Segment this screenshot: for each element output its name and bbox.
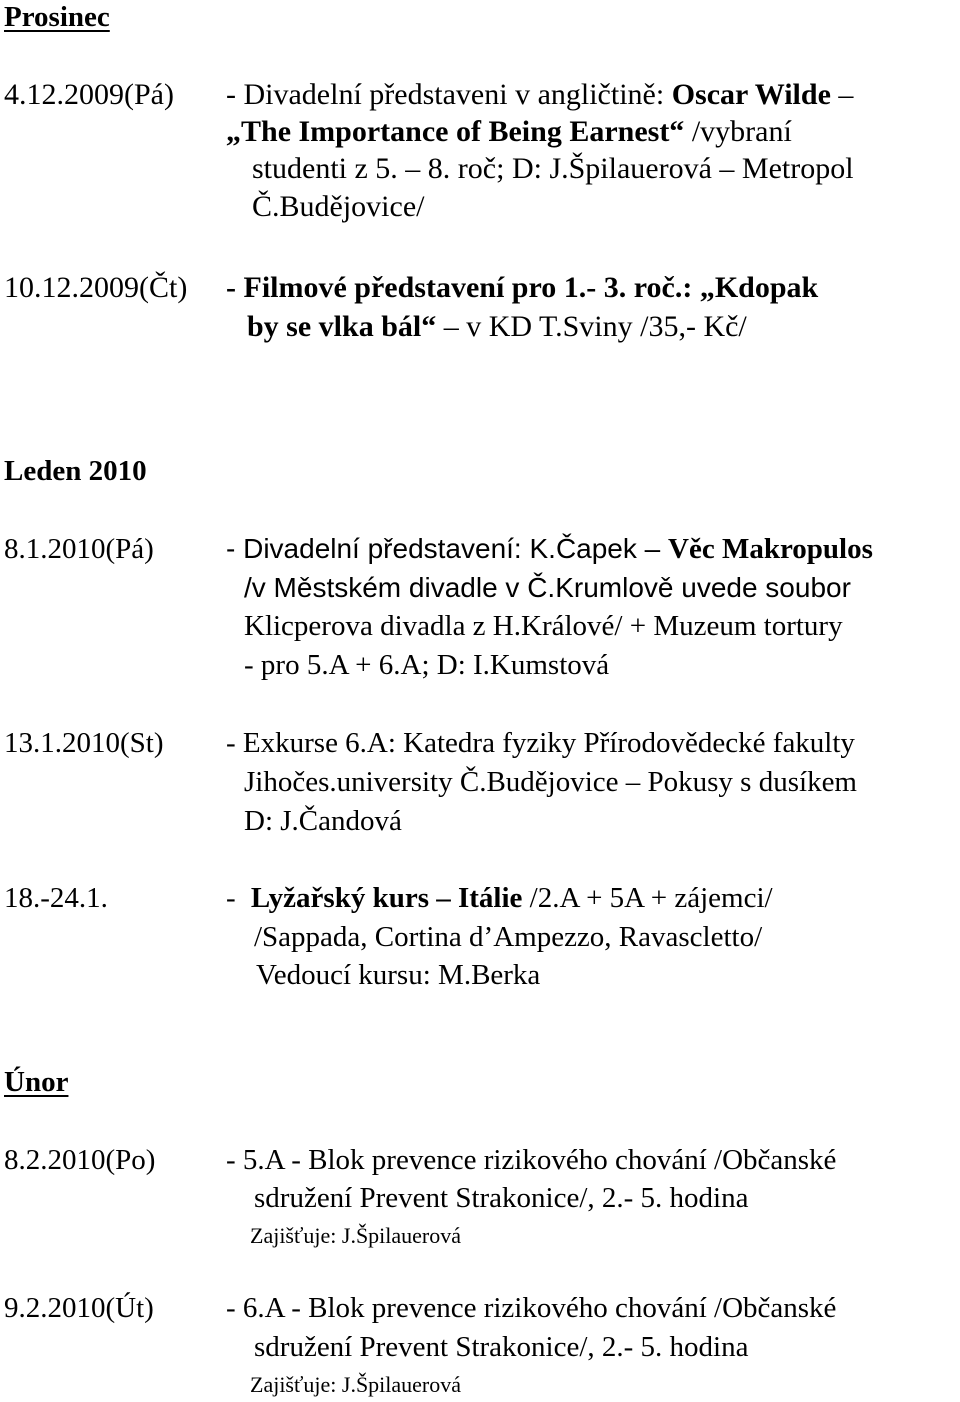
event-text: – v KD T.Sviny /35,- Kč/ (436, 310, 747, 343)
event-text: - Divadelní představení: K.Čapek – (226, 533, 669, 564)
event-line-1 (226, 80, 853, 110)
event-date: 9.2.2010(Út) (4, 1292, 154, 1324)
event-date: 13.1.2010(St) (4, 727, 164, 759)
event-line-1: - 6.A - Blok prevence rizikového chování /Občanské (226, 1292, 837, 1324)
event-date: 8.2.2010(Po) (4, 1144, 156, 1176)
event-date: 10.12.2009(Čt) (4, 271, 188, 304)
section-heading-prosinec: Prosinec (4, 1, 110, 33)
event-line-3: D: J.Čandová (244, 805, 402, 837)
event-title: Věc Makropulos (668, 533, 873, 565)
event-line-3: Klicperova divadla z H.Králové/ + Muzeum tortury (244, 610, 843, 642)
event-line-4: - pro 5.A + 6.A; D: I.Kumstová (244, 649, 610, 681)
event-line-1 (226, 884, 773, 913)
event-line-2: /v Městském divadle v Č.Krumlově uvede soubor (244, 572, 851, 603)
event-text: - Divadelní představeni v angličtině: (226, 78, 672, 111)
event-line-1: - Exkurse 6.A: Katedra fyziky Přírodovědecké fakulty (226, 727, 855, 759)
event-dash: - (226, 882, 243, 914)
event-line-3: Vedoucí kursu: M.Berka (256, 959, 541, 991)
event-line-1: - Filmové představení pro 1.- 3. roč.: „Kdopak (226, 271, 819, 304)
event-line-2: Jihočes.university Č.Budějovice – Pokusy s dusíkem (244, 766, 857, 798)
event-date: 8.1.2010(Pá) (4, 533, 154, 565)
event-title: by se vlka bál“ (247, 310, 437, 343)
event-line-2: /Sappada, Cortina d’Ampezzo, Ravascletto/ (254, 921, 763, 953)
event-line-3: Zajišťuje: J.Špilauerová (250, 1372, 462, 1397)
event-line-2: sdružení Prevent Strakonice/, 2.- 5. hodina (254, 1331, 749, 1363)
event-line-3: Zajišťuje: J.Špilauerová (250, 1223, 462, 1248)
event-line-3: studenti z 5. – 8. roč; D: J.Špilauerová – Metropol (252, 152, 854, 185)
event-title: Lyžařský kurs – Itálie (250, 882, 523, 914)
event-line-2: sdružení Prevent Strakonice/, 2.- 5. hodina (254, 1182, 749, 1214)
event-text: /2.A + 5A + zájemci/ (522, 882, 773, 914)
event-date: 4.12.2009(Pá) (4, 78, 174, 111)
event-text: /vybraní (684, 115, 792, 148)
event-dash: – (830, 78, 854, 111)
section-heading-unor: Únor (4, 1066, 69, 1098)
event-line-2 (226, 117, 792, 147)
event-line-2 (247, 312, 747, 342)
section-heading-leden: Leden 2010 (4, 455, 147, 487)
event-line-1 (226, 535, 873, 564)
event-title: „The Importance of Being Earnest“ (226, 115, 685, 148)
event-line-4: Č.Budějovice/ (252, 190, 425, 223)
event-date: 18.-24.1. (4, 882, 108, 914)
event-line-1: - 5.A - Blok prevence rizikového chování /Občanské (226, 1144, 837, 1176)
event-author: Oscar Wilde (671, 78, 831, 111)
